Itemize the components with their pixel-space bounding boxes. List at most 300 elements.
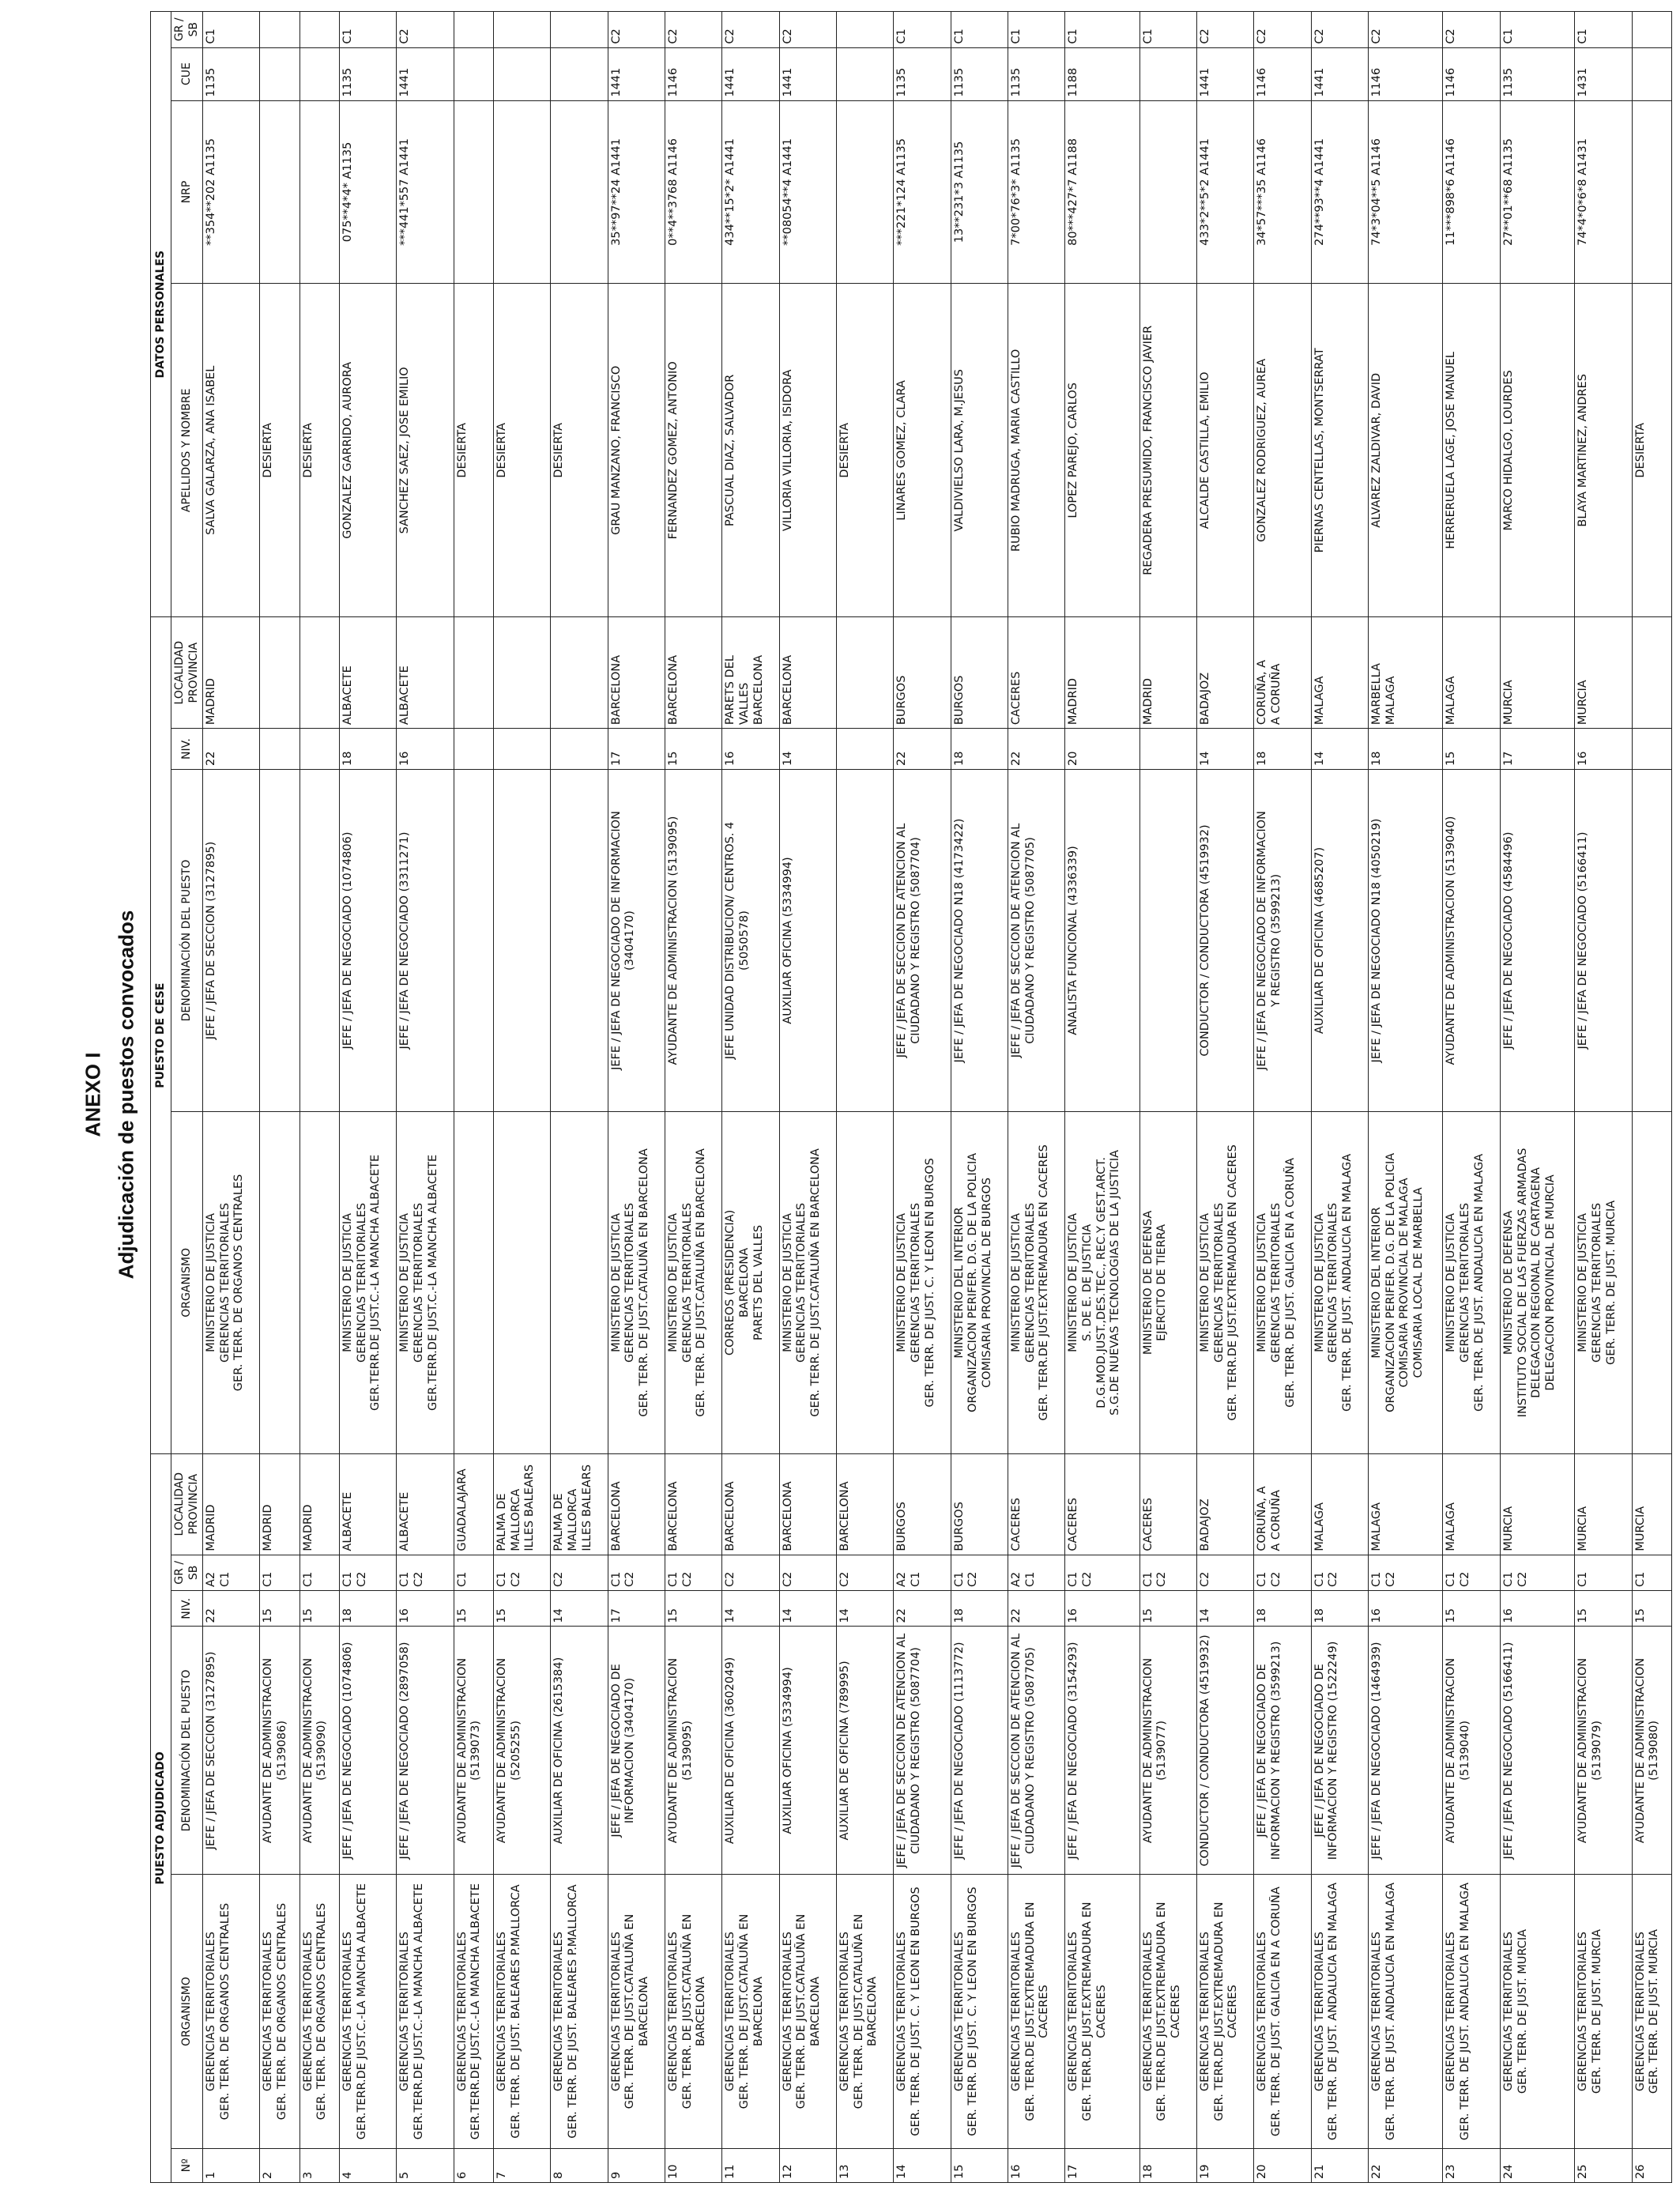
cell-cese-organismo: MINISTERIO DE JUSTICIA GERENCIAS TERRITORIALES GER.TERR.DE JUST.C.-LA MANCHA ALBACETE [397, 1111, 454, 1453]
cell-nrp: 27**01**68 A1135 [1500, 100, 1574, 284]
cell-grupo-personal: C2 [1254, 12, 1311, 48]
cell-nivel: 15 [1575, 1591, 1632, 1627]
cell-row-number: 14 [894, 2148, 951, 2182]
cell-localidad: CACERES [1139, 1453, 1196, 1555]
cell-cese-organismo: MINISTERIO DE JUSTICIA GERENCIAS TERRITORIALES GER. TERR. DE JUST. MURCIA [1575, 1111, 1632, 1453]
group-header-puesto-adjudicado: PUESTO ADJUDICADO [151, 1453, 171, 2182]
cell-organismo: GERENCIAS TERRITORIALES GER. TERR. DE JUST.CATALUÑA EN BARCELONA [722, 1875, 779, 2148]
cell-cese-nivel: 22 [894, 729, 951, 770]
cell-cese-organismo: MINISTERIO DE DEFENSA EJERCITO DE TIERRA [1139, 1111, 1196, 1453]
cell-denominacion: JEFE / JEFA DE NEGOCIADO (5166411) [1500, 1627, 1574, 1875]
cell-row-number: 17 [1065, 2148, 1139, 2182]
table-row [1632, 12, 1671, 2183]
cell-grupo: C1 C2 [339, 1555, 396, 1590]
col-header-organismo: ORGANISMO [171, 1875, 203, 2148]
cell-cue: 1441 [722, 47, 779, 100]
cell-cese-denominacion: ANALISTA FUNCIONAL (4336339) [1065, 770, 1139, 1112]
cell-grupo-personal: C2 [1369, 12, 1443, 48]
cell-cese-organismo: MINISTERIO DE JUSTICIA GERENCIAS TERRITORIALES GER. TERR. DE JUST. GALICIA EN A CORUÑA [1254, 1111, 1311, 1453]
cell-localidad: MADRID [299, 1453, 339, 1555]
cell-organismo: GERENCIAS TERRITORIALES GER. TERR.DE JUST.EXTREMADURA EN CACERES [1139, 1875, 1196, 2148]
cell-grupo: C1 C2 [1065, 1555, 1139, 1590]
cell-denominacion: CONDUCTOR / CONDUCTORA (4519932) [1197, 1627, 1254, 1875]
cell-row-number: 25 [1575, 2148, 1632, 2182]
cell-nivel: 14 [836, 1591, 893, 1627]
table-row [1254, 12, 1311, 2183]
cell-grupo-personal [493, 12, 550, 48]
cell-nrp: ***441*557 A1441 [397, 100, 454, 284]
cell-localidad: MALAGA [1311, 1453, 1368, 1555]
cell-cue: 1146 [1369, 47, 1443, 100]
cell-nrp: 80***427*7 A1188 [1065, 100, 1139, 284]
cell-row-number: 13 [836, 2148, 893, 2182]
cell-cese-localidad: MADRID [1065, 617, 1139, 729]
cell-apellidos-nombre: BLAYA MARTINEZ, ANDRES [1575, 284, 1632, 617]
cell-nrp: 74*4*0*6*8 A1431 [1575, 100, 1632, 284]
cell-grupo: C1 [1575, 1555, 1632, 1590]
cell-organismo: GERENCIAS TERRITORIALES GER.TERR.DE JUST.C.-LA MANCHA ALBACETE [339, 1875, 396, 2148]
cell-grupo-personal: C1 [1065, 12, 1139, 48]
cell-cese-nivel: 16 [722, 729, 779, 770]
cell-row-number: 3 [299, 2148, 339, 2182]
cell-cese-nivel: 14 [779, 729, 836, 770]
cell-nivel: 22 [203, 1591, 260, 1627]
cell-row-number: 21 [1311, 2148, 1368, 2182]
cell-cese-nivel [454, 729, 493, 770]
cell-cese-nivel [260, 729, 299, 770]
cell-apellidos-nombre: DESIERTA [1632, 284, 1671, 617]
cell-cese-localidad: BARCELONA [608, 617, 665, 729]
cell-nivel: 15 [454, 1591, 493, 1627]
table-row [299, 12, 339, 2183]
cell-organismo: GERENCIAS TERRITORIALES GER. TERR. DE JUST. MURCIA [1575, 1875, 1632, 2148]
cell-nivel: 15 [1443, 1591, 1500, 1627]
cell-denominacion: AUXILIAR DE OFICINA (789995) [836, 1627, 893, 1875]
cell-cese-localidad: MADRID [203, 617, 260, 729]
cell-cese-localidad: BADAJOZ [1197, 617, 1254, 729]
cell-cese-organismo: MINISTERIO DE JUSTICIA GERENCIAS TERRITORIALES GER. TERR. DE JUST.CATALUÑA EN BARCELONA [608, 1111, 665, 1453]
cell-cese-nivel [299, 729, 339, 770]
cell-cue: 1146 [1443, 47, 1500, 100]
cell-cese-localidad: MALAGA [1443, 617, 1500, 729]
cell-cese-denominacion [493, 770, 550, 1112]
table-row [665, 12, 721, 2183]
cell-row-number: 11 [722, 2148, 779, 2182]
cell-apellidos-nombre: MARCO HIDALGO, LOURDES [1500, 284, 1574, 617]
cell-apellidos-nombre: LOPEZ PAREJO, CARLOS [1065, 284, 1139, 617]
cell-nivel: 18 [339, 1591, 396, 1627]
cell-grupo-personal [260, 12, 299, 48]
cell-row-number: 16 [1008, 2148, 1065, 2182]
cell-cese-nivel: 15 [1443, 729, 1500, 770]
cell-localidad: ALBACETE [339, 1453, 396, 1555]
cell-organismo: GERENCIAS TERRITORIALES GER. TERR. DE JUST. ANDALUCIA EN MALAGA [1369, 1875, 1443, 2148]
cell-cese-denominacion [836, 770, 893, 1112]
cell-organismo: GERENCIAS TERRITORIALES GER. TERR. DE ORGANOS CENTRALES [203, 1875, 260, 2148]
cell-cese-denominacion [260, 770, 299, 1112]
cell-organismo: GERENCIAS TERRITORIALES GER. TERR. DE JUST. ANDALUCIA EN MALAGA [1311, 1875, 1368, 2148]
cell-row-number: 5 [397, 2148, 454, 2182]
cell-apellidos-nombre: DESIERTA [493, 284, 550, 617]
cell-nrp: 274**93**4 A1441 [1311, 100, 1368, 284]
cell-cue: 1135 [339, 47, 396, 100]
cell-denominacion: JEFE / JEFA DE NEGOCIADO (1074806) [339, 1627, 396, 1875]
cell-grupo-personal: C1 [1139, 12, 1196, 48]
cell-cese-localidad: ALBACETE [339, 617, 396, 729]
cell-cese-nivel: 18 [951, 729, 1008, 770]
cell-cese-localidad: ALBACETE [397, 617, 454, 729]
col-header-niv: NIV. [171, 1591, 203, 1627]
cell-cese-localidad [836, 617, 893, 729]
cell-localidad: MALAGA [1369, 1453, 1443, 1555]
cell-denominacion: AYUDANTE DE ADMINISTRACION (5139077) [1139, 1627, 1196, 1875]
cell-localidad: ALBACETE [397, 1453, 454, 1555]
cell-cese-organismo [1632, 1111, 1671, 1453]
cell-cese-denominacion: JEFE / JEFA DE SECCION DE ATENCION AL CIUDADANO Y REGISTRO (5087704) [894, 770, 951, 1112]
cell-denominacion: AYUDANTE DE ADMINISTRACION (5139079) [1575, 1627, 1632, 1875]
cell-cese-denominacion [1139, 770, 1196, 1112]
cell-cese-denominacion [1632, 770, 1671, 1112]
cell-cese-nivel: 18 [1254, 729, 1311, 770]
cell-cese-organismo: MINISTERIO DEL INTERIOR ORGANIZACION PERIFER. D.G. DE LA POLICIA COMISARIA PROVINCIAL DE MALAGA COMISARIA LOCAL DE MARBELLA [1369, 1111, 1443, 1453]
cell-localidad: MADRID [260, 1453, 299, 1555]
cell-grupo-personal [836, 12, 893, 48]
cell-denominacion: JEFE / JEFA DE NEGOCIADO DE INFORMACION Y REGISTRO (3599213) [1254, 1627, 1311, 1875]
table-row [1311, 12, 1368, 2183]
cell-cue [260, 47, 299, 100]
cell-cese-denominacion: JEFE / JEFA DE NEGOCIADO (3311271) [397, 770, 454, 1112]
cell-row-number: 23 [1443, 2148, 1500, 2182]
cell-grupo-personal: C2 [779, 12, 836, 48]
cell-nivel: 14 [722, 1591, 779, 1627]
cell-cese-localidad [299, 617, 339, 729]
cell-nivel: 15 [260, 1591, 299, 1627]
cell-cese-organismo: MINISTERIO DE JUSTICIA GERENCIAS TERRITORIALES GER. TERR. DE JUST.CATALUÑA EN BARCELONA [665, 1111, 721, 1453]
cell-organismo: GERENCIAS TERRITORIALES GER.TERR.DE JUST.C.-LA MANCHA ALBACETE [397, 1875, 454, 2148]
col-header-apellidos: APELLIDOS Y NOMBRE [171, 284, 203, 617]
cell-cese-denominacion: AYUDANTE DE ADMINISTRACION (5139040) [1443, 770, 1500, 1112]
cell-localidad: MADRID [203, 1453, 260, 1555]
table-row [397, 12, 454, 2183]
cell-cese-organismo: CORREOS (PRESIDENCIA) BARCELONA PARETS DEL VALLES [722, 1111, 779, 1453]
cell-grupo-personal [551, 12, 608, 48]
cell-cese-localidad: BURGOS [951, 617, 1008, 729]
cell-cese-organismo: MINISTERIO DE JUSTICIA GERENCIAS TERRITORIALES GER. TERR. DE JUST. ANDALUCIA EN MALAGA [1443, 1111, 1500, 1453]
cell-cese-organismo [836, 1111, 893, 1453]
cell-cese-localidad [454, 617, 493, 729]
title-block [0, 0, 174, 2194]
col-header-cue: CUE [171, 47, 203, 100]
table-row [339, 12, 396, 2183]
cell-cese-organismo [551, 1111, 608, 1453]
col-header-denominacion: DENOMINACIÓN DEL PUESTO [171, 1627, 203, 1875]
col-header-denominacion-cese: DENOMINACIÓN DEL PUESTO [171, 770, 203, 1112]
cell-cese-organismo: MINISTERIO DE JUSTICIA GERENCIAS TERRITORIALES GER. TERR. DE JUST. ANDALUCIA EN MALAGA [1311, 1111, 1368, 1453]
table-row [1139, 12, 1196, 2183]
cell-cese-nivel [1139, 729, 1196, 770]
cell-nrp [299, 100, 339, 284]
cell-grupo: C2 [836, 1555, 893, 1590]
cell-organismo: GERENCIAS TERRITORIALES GER. TERR.DE JUST.EXTREMADURA EN CACERES [1008, 1875, 1065, 2148]
cell-row-number: 19 [1197, 2148, 1254, 2182]
cell-cese-denominacion [454, 770, 493, 1112]
cell-apellidos-nombre: SALVA GALARZA, ANA ISABEL [203, 284, 260, 617]
cell-cue [836, 47, 893, 100]
cell-row-number: 10 [665, 2148, 721, 2182]
col-header-gr: GR / SB [171, 1555, 203, 1590]
cell-apellidos-nombre: VALDIVIELSO LARA, M.JESUS [951, 284, 1008, 617]
cell-cese-organismo [260, 1111, 299, 1453]
cell-apellidos-nombre: DESIERTA [836, 284, 893, 617]
cell-cese-nivel: 18 [339, 729, 396, 770]
cell-denominacion: AYUDANTE DE ADMINISTRACION (5205255) [493, 1627, 550, 1875]
cell-grupo-personal: C1 [1575, 12, 1632, 48]
cell-cese-organismo: MINISTERIO DE JUSTICIA S. DE E. DE JUSTICIA D.G.MOD.JUST.,DES.TEC., REC.Y GEST.ARCT. S.G.DE NUEVAS TECNOLOGIAS DE LA JUSTICIA [1065, 1111, 1139, 1453]
cell-cue: 1441 [779, 47, 836, 100]
cell-cese-nivel: 17 [608, 729, 665, 770]
cell-grupo-personal: C1 [1500, 12, 1574, 48]
cell-cue: 1441 [608, 47, 665, 100]
cell-cese-localidad: MADRID [1139, 617, 1196, 729]
cell-apellidos-nombre: PIERNAS CENTELLAS, MONTSERRAT [1311, 284, 1368, 617]
cell-grupo-personal: C2 [397, 12, 454, 48]
cell-cese-denominacion [551, 770, 608, 1112]
cell-grupo: C1 C2 [1139, 1555, 1196, 1590]
cell-grupo: C1 [299, 1555, 339, 1590]
cell-denominacion: JEFE / JEFA DE NEGOCIADO (1464939) [1369, 1627, 1443, 1875]
cell-organismo: GERENCIAS TERRITORIALES GER. TERR. DE JUST.CATALUÑA EN BARCELONA [779, 1875, 836, 2148]
cell-cue: 1441 [397, 47, 454, 100]
cell-organismo: GERENCIAS TERRITORIALES GER. TERR. DE JUST. MURCIA [1632, 1875, 1671, 2148]
cell-nrp: 433*2**5*2 A1441 [1197, 100, 1254, 284]
cell-nivel: 14 [551, 1591, 608, 1627]
cell-denominacion: JEFE / JEFA DE SECCION DE ATENCION AL CIUDADANO Y REGISTRO (5087705) [1008, 1627, 1065, 1875]
cell-nivel: 15 [1139, 1591, 1196, 1627]
cell-apellidos-nombre: SANCHEZ SAEZ, JOSE EMILIO [397, 284, 454, 617]
cell-denominacion: AUXILIAR DE OFICINA (3602049) [722, 1627, 779, 1875]
cell-cese-denominacion: JEFE / JEFA DE NEGOCIADO (1074806) [339, 770, 396, 1112]
cell-grupo: C1 C2 [1254, 1555, 1311, 1590]
cell-grupo: C2 [722, 1555, 779, 1590]
cell-organismo: GERENCIAS TERRITORIALES GER. TERR. DE ORGANOS CENTRALES [260, 1875, 299, 2148]
cell-grupo-personal: C1 [203, 12, 260, 48]
table-row [260, 12, 299, 2183]
cell-cue: 1135 [951, 47, 1008, 100]
cell-nrp: 74*3*04**5 A1146 [1369, 100, 1443, 284]
cell-cese-nivel [551, 729, 608, 770]
cell-nrp: 13**231*3 A1135 [951, 100, 1008, 284]
table-row [454, 12, 493, 2183]
group-header-datos-personales: DATOS PERSONALES [151, 12, 171, 617]
cell-nivel: 18 [1311, 1591, 1368, 1627]
cell-denominacion: JEFE / JEFA DE NEGOCIADO (1113772) [951, 1627, 1008, 1875]
cell-grupo: C1 [454, 1555, 493, 1590]
cell-row-number: 4 [339, 2148, 396, 2182]
cell-denominacion: AYUDANTE DE ADMINISTRACION (5139090) [299, 1627, 339, 1875]
cell-cese-denominacion: JEFE / JEFA DE NEGOCIADO N18 (4050219) [1369, 770, 1443, 1112]
cell-denominacion: JEFE / JEFA DE NEGOCIADO DE INFORMACION (3404170) [608, 1627, 665, 1875]
cell-cese-nivel: 17 [1500, 729, 1574, 770]
cell-organismo: GERENCIAS TERRITORIALES GER. TERR. DE ORGANOS CENTRALES [299, 1875, 339, 2148]
table-row [722, 12, 779, 2183]
cell-grupo: A2 C1 [1008, 1555, 1065, 1590]
cell-organismo: GERENCIAS TERRITORIALES GER. TERR. DE JUST. GALICIA EN A CORUÑA [1254, 1875, 1311, 2148]
cell-denominacion: JEFE / JEFA DE NEGOCIADO (2897058) [397, 1627, 454, 1875]
cell-cese-denominacion [299, 770, 339, 1112]
cell-grupo-personal: C2 [722, 12, 779, 48]
cell-nivel: 14 [1197, 1591, 1254, 1627]
cell-grupo-personal: C2 [665, 12, 721, 48]
cell-cese-localidad [493, 617, 550, 729]
cell-localidad: BARCELONA [836, 1453, 893, 1555]
cell-nrp [836, 100, 893, 284]
cell-cese-denominacion: JEFE UNIDAD DISTRIBUCION/ CENTROS. 4 (5050578) [722, 770, 779, 1112]
cell-cue [493, 47, 550, 100]
cell-cese-denominacion: JEFE / JEFA DE SECCION DE ATENCION AL CIUDADANO Y REGISTRO (5087705) [1008, 770, 1065, 1112]
cell-cese-nivel [836, 729, 893, 770]
cell-nivel: 18 [951, 1591, 1008, 1627]
cell-cue: 1441 [1197, 47, 1254, 100]
cell-grupo: C1 C2 [1311, 1555, 1368, 1590]
cell-nrp: 11***898*6 A1146 [1443, 100, 1500, 284]
cell-localidad: MALAGA [1443, 1453, 1500, 1555]
cell-cese-organismo: MINISTERIO DE JUSTICIA GERENCIAS TERRITORIALES GER.TERR.DE JUST.C.-LA MANCHA ALBACETE [339, 1111, 396, 1453]
cell-grupo: C1 C2 [493, 1555, 550, 1590]
cell-denominacion: JEFE / JEFA DE SECCION DE ATENCION AL CIUDADANO Y REGISTRO (5087704) [894, 1627, 951, 1875]
cell-cese-organismo: MINISTERIO DE JUSTICIA GERENCIAS TERRITORIALES GER. TERR.DE JUST.EXTREMADURA EN CACERES [1197, 1111, 1254, 1453]
cell-cese-localidad: MURCIA [1575, 617, 1632, 729]
cell-localidad: PALMA DE MALLORCA ILLES BALEARS [493, 1453, 550, 1555]
cell-cue: 1441 [1311, 47, 1368, 100]
cell-cue [454, 47, 493, 100]
table-row [951, 12, 1008, 2183]
cell-apellidos-nombre: GONZALEZ RODRIGUEZ, AUREA [1254, 284, 1311, 617]
col-header-gr-personal: GR / SB [171, 12, 203, 48]
cell-nrp: 0**4**3768 A1146 [665, 100, 721, 284]
cell-cese-denominacion: JEFE / JEFA DE NEGOCIADO (4584496) [1500, 770, 1574, 1112]
cell-nivel: 16 [1369, 1591, 1443, 1627]
cell-cese-organismo [299, 1111, 339, 1453]
cell-row-number: 12 [779, 2148, 836, 2182]
cell-organismo: GERENCIAS TERRITORIALES GER. TERR. DE JUST. BALEARES P.MALLORCA [493, 1875, 550, 2148]
cell-nivel: 18 [1254, 1591, 1311, 1627]
cell-localidad: MURCIA [1632, 1453, 1671, 1555]
cell-denominacion: AYUDANTE DE ADMINISTRACION (5139086) [260, 1627, 299, 1875]
cell-organismo: GERENCIAS TERRITORIALES GER. TERR. DE JUST. BALEARES P.MALLORCA [551, 1875, 608, 2148]
cell-denominacion: JEFE / JEFA DE NEGOCIADO (3154293) [1065, 1627, 1139, 1875]
cell-localidad: BURGOS [894, 1453, 951, 1555]
cell-row-number: 9 [608, 2148, 665, 2182]
cell-localidad: PALMA DE MALLORCA ILLES BALEARS [551, 1453, 608, 1555]
cell-denominacion: JEFE / JEFA DE NEGOCIADO DE INFORMACION Y REGISTRO (1522249) [1311, 1627, 1368, 1875]
cell-nrp [551, 100, 608, 284]
cell-row-number: 22 [1369, 2148, 1443, 2182]
cell-cese-localidad: MURCIA [1500, 617, 1574, 729]
cell-cese-denominacion: JEFE / JEFA DE NEGOCIADO DE INFORMACION Y REGISTRO (3599213) [1254, 770, 1311, 1112]
cell-organismo: GERENCIAS TERRITORIALES GER. TERR.DE JUST.EXTREMADURA EN CACERES [1197, 1875, 1254, 2148]
cell-cese-localidad: BARCELONA [665, 617, 721, 729]
cell-organismo: GERENCIAS TERRITORIALES GER. TERR. DE JUST. MURCIA [1500, 1875, 1574, 2148]
cell-apellidos-nombre: GONZALEZ GARRIDO, AURORA [339, 284, 396, 617]
cell-apellidos-nombre: DESIERTA [260, 284, 299, 617]
cell-nivel: 15 [299, 1591, 339, 1627]
cell-denominacion: AYUDANTE DE ADMINISTRACION (5139080) [1632, 1627, 1671, 1875]
cell-cese-organismo: MINISTERIO DE JUSTICIA GERENCIAS TERRITORIALES GER. TERR. DE ORGANOS CENTRALES [203, 1111, 260, 1453]
cell-nivel: 14 [779, 1591, 836, 1627]
cell-organismo: GERENCIAS TERRITORIALES GER. TERR. DE JUST.CATALUÑA EN BARCELONA [836, 1875, 893, 2148]
cell-cue: 1431 [1575, 47, 1632, 100]
cell-nrp: 7*00*76*3* A1135 [1008, 100, 1065, 284]
cell-cese-denominacion: AYUDANTE DE ADMINISTRACION (5139095) [665, 770, 721, 1112]
cell-nrp [1139, 100, 1196, 284]
cell-cese-nivel [493, 729, 550, 770]
cell-cue: 1146 [1254, 47, 1311, 100]
col-header-localidad-cese: LOCALIDAD PROVINCIA [171, 617, 203, 729]
cell-cese-organismo: MINISTERIO DE JUSTICIA GERENCIAS TERRITORIALES GER. TERR. DE JUST.CATALUÑA EN BARCELONA [779, 1111, 836, 1453]
col-header-organismo-cese: ORGANISMO [171, 1111, 203, 1453]
cell-nrp [454, 100, 493, 284]
table-row [1500, 12, 1574, 2183]
cell-cese-localidad [260, 617, 299, 729]
cell-nivel: 16 [1500, 1591, 1574, 1627]
cell-nrp: 075**4*4* A1135 [339, 100, 396, 284]
cell-nrp: **354**202 A1135 [203, 100, 260, 284]
cell-nivel: 16 [397, 1591, 454, 1627]
cell-nivel: 22 [1008, 1591, 1065, 1627]
cell-cue: 1146 [665, 47, 721, 100]
cell-grupo: C1 C2 [397, 1555, 454, 1590]
table-row [1008, 12, 1065, 2183]
cell-denominacion: AYUDANTE DE ADMINISTRACION (5139095) [665, 1627, 721, 1875]
cell-row-number: 1 [203, 2148, 260, 2182]
cell-apellidos-nombre: REGADERA PRESUMIDO, FRANCISCO JAVIER [1139, 284, 1196, 617]
cell-localidad: BARCELONA [722, 1453, 779, 1555]
cell-grupo-personal [299, 12, 339, 48]
cell-localidad: CACERES [1008, 1453, 1065, 1555]
cell-cese-localidad: MARBELLA MALAGA [1369, 617, 1443, 729]
cell-cese-nivel: 14 [1197, 729, 1254, 770]
cell-grupo-personal: C1 [951, 12, 1008, 48]
cell-localidad: CORUÑA, A A CORUÑA [1254, 1453, 1311, 1555]
cell-denominacion: AYUDANTE DE ADMINISTRACION (5139040) [1443, 1627, 1500, 1875]
cell-denominacion: AUXILIAR DE OFICINA (2615384) [551, 1627, 608, 1875]
cell-organismo: GERENCIAS TERRITORIALES GER. TERR. DE JUST. C. Y LEON EN BURGOS [951, 1875, 1008, 2148]
cell-organismo: GERENCIAS TERRITORIALES GER. TERR.DE JUST.EXTREMADURA EN CACERES [1065, 1875, 1139, 2148]
page-subtitle: Adjudicación de puestos convocados [114, 910, 138, 1280]
cell-cese-localidad: BARCELONA [779, 617, 836, 729]
table-body [203, 12, 1672, 2183]
cell-row-number: 7 [493, 2148, 550, 2182]
cell-denominacion: JEFE / JEFA DE SECCION (3127895) [203, 1627, 260, 1875]
cell-nivel: 15 [493, 1591, 550, 1627]
cell-apellidos-nombre: RUBIO MADRUGA, MARIA CASTILLO [1008, 284, 1065, 617]
cell-grupo: C1 [260, 1555, 299, 1590]
cell-nrp: **08054**4 A1441 [779, 100, 836, 284]
cell-apellidos-nombre: PASCUAL DIAZ, SALVADOR [722, 284, 779, 617]
rotated-table-container [150, 11, 1672, 2183]
cell-cese-denominacion: AUXILIAR DE OFICINA (4685207) [1311, 770, 1368, 1112]
table-row [203, 12, 260, 2183]
cell-denominacion: AUXILIAR OFICINA (5334994) [779, 1627, 836, 1875]
cell-grupo: A2 C1 [894, 1555, 951, 1590]
cell-grupo-personal: C2 [1443, 12, 1500, 48]
cell-cue: 1135 [1008, 47, 1065, 100]
cell-nivel: 16 [1065, 1591, 1139, 1627]
page-title: ANEXO I [81, 1052, 105, 1137]
cell-cese-nivel [1632, 729, 1671, 770]
cell-row-number: 18 [1139, 2148, 1196, 2182]
cell-localidad: BURGOS [951, 1453, 1008, 1555]
